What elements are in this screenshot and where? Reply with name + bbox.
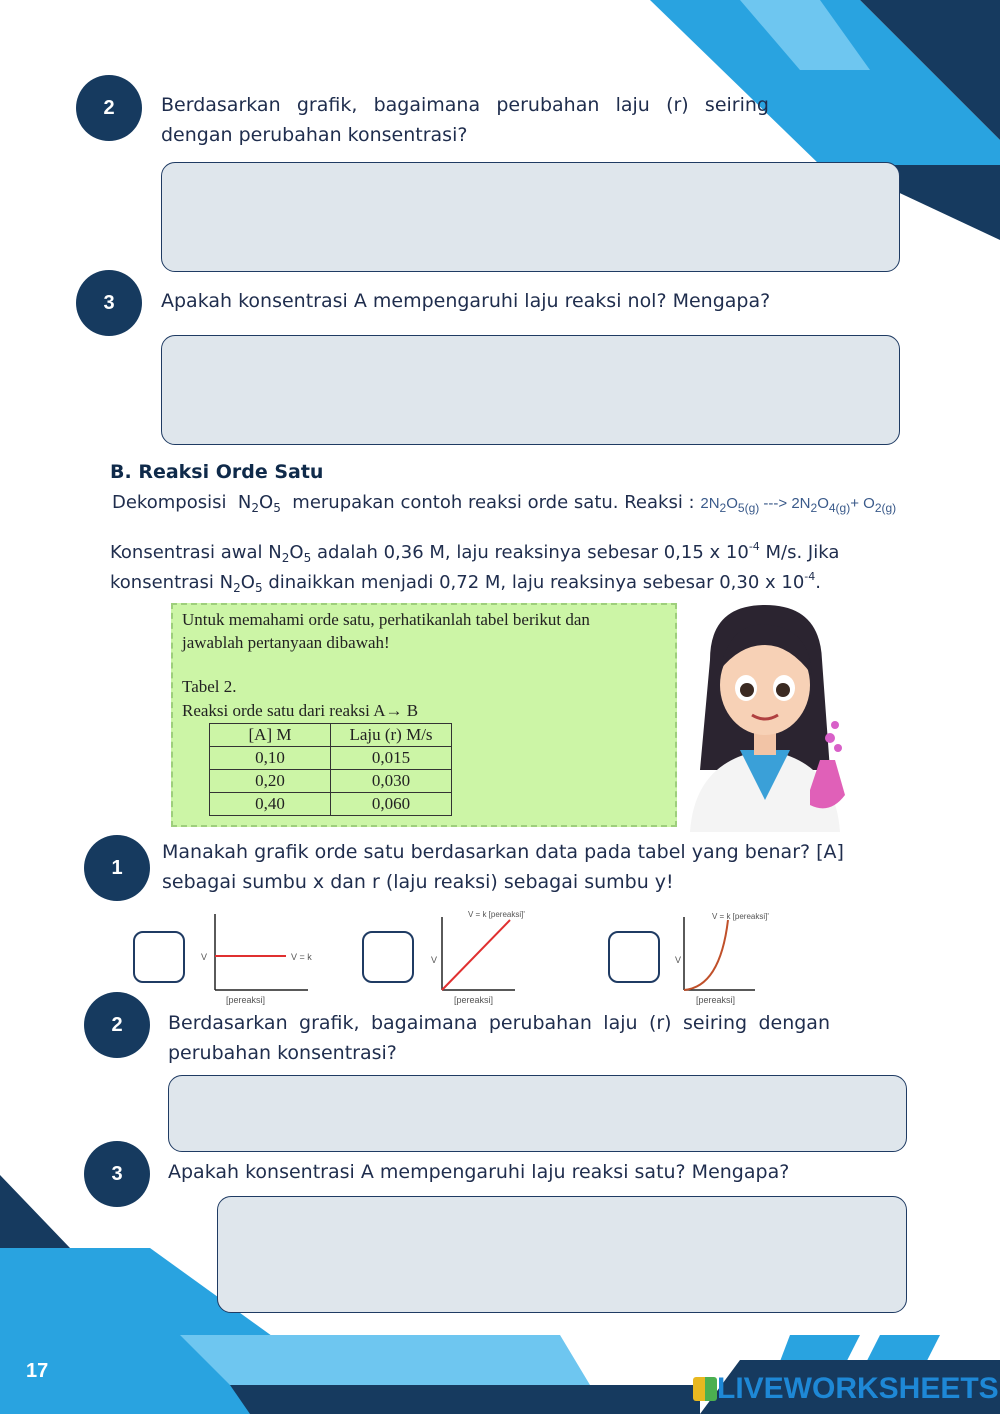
- option-checkbox-3[interactable]: [608, 931, 660, 983]
- y-axis-label: V: [431, 955, 438, 965]
- table-subtitle: Reaksi orde satu dari reaksi A→ B: [182, 701, 419, 720]
- graph-option-constant: [198, 908, 333, 1008]
- scientist-illustration: [670, 600, 870, 832]
- table-header: [A] M: [210, 724, 331, 747]
- question-number-badge: [76, 270, 142, 336]
- x-axis-label: [pereaksi]: [696, 995, 736, 1005]
- table-cell: 0,060: [331, 793, 452, 816]
- table-row: [210, 793, 452, 816]
- data-table: [209, 723, 452, 816]
- question-number: 3: [103, 291, 115, 314]
- liveworksheets-watermark: [693, 1372, 999, 1406]
- intro-pre: Dekomposisi: [112, 492, 227, 513]
- info-box: [171, 603, 677, 827]
- answer-box[interactable]: [168, 1075, 907, 1152]
- curve-label: V = k [pereaksi]': [468, 910, 525, 919]
- question-text: Berdasarkan grafik, bagaimana perubahan laju (r) seiring dengan perubahan konsentrasi?: [168, 1012, 830, 1064]
- para2-mid: dinaikkan menjadi 0,72 M, laju reaksinya sebesar 0,30 x 10: [268, 572, 805, 593]
- answer-input[interactable]: [162, 336, 899, 444]
- page-number: 17: [26, 1360, 49, 1382]
- para2-pre: konsentrasi: [110, 572, 214, 593]
- x-axis-label: [pereaksi]: [454, 995, 494, 1005]
- curve-label: V = k [pereaksi]': [712, 912, 769, 921]
- question-number-badge: [84, 835, 150, 901]
- intro-post: merupakan contoh reaksi orde satu. Reaksi :: [292, 492, 695, 513]
- answer-input[interactable]: [169, 1076, 906, 1151]
- answer-box[interactable]: [217, 1196, 907, 1313]
- para1-pre: Konsentrasi awal: [110, 542, 263, 563]
- table-cell: 0,015: [331, 747, 452, 770]
- liveworksheets-logo-icon: [693, 1377, 717, 1401]
- question-number-badge: [84, 1141, 150, 1207]
- info-line-2: jawablah pertanyaan dibawah!: [182, 633, 390, 652]
- reaction-arrow: --->: [763, 495, 788, 512]
- question-number: 3: [111, 1162, 123, 1185]
- question-number: 2: [103, 96, 115, 119]
- paragraph-line-1: Konsentrasi awal $N_2O_5$ adalah 0,36 M, laju reaksinya sebesar 0,15 x $10^{-4}$ M/s. Jika: [110, 540, 840, 565]
- y-axis-label: V: [201, 952, 208, 962]
- table-cell: 0,10: [210, 747, 331, 770]
- answer-box[interactable]: [161, 335, 900, 445]
- info-line-1: Untuk memahami orde satu, perhatikanlah tabel berikut dan: [182, 610, 590, 629]
- table-cell: 0,40: [210, 793, 331, 816]
- section-title: B. Reaksi Orde Satu: [110, 461, 324, 483]
- table-title: Tabel 2.: [182, 677, 237, 696]
- answer-input[interactable]: [218, 1197, 906, 1312]
- para2-post: .: [815, 572, 821, 593]
- question-number: 2: [111, 1013, 123, 1036]
- graph-option-linear: [425, 905, 560, 1005]
- graph-option-exponential: [670, 905, 800, 1005]
- curve-label: V = k: [291, 952, 312, 962]
- table-cell: 0,20: [210, 770, 331, 793]
- question-text: Manakah grafik orde satu berdasarkan data pada tabel yang benar? [A] sebagai sumbu x dan r (laju reaksi) sebagai sumbu y!: [162, 841, 844, 893]
- watermark-text: LIVEWORKSHEETS: [717, 1372, 999, 1405]
- reaction-equation: $2N_2O_{5(g)}$ ---> $2N_2O_{4(g)}+ O_{2(g)}$: [700, 495, 897, 515]
- table-row: [210, 747, 452, 770]
- question-number: 1: [111, 856, 123, 879]
- para1-post: M/s. Jika: [765, 542, 840, 563]
- table-header-row: [210, 724, 452, 747]
- question-number-badge: [76, 75, 142, 141]
- para2-exponent: -4: [804, 570, 816, 583]
- question-number-badge: [84, 992, 150, 1058]
- table-header: Laju (r) M/s: [331, 724, 452, 747]
- para1-mid: adalah 0,36 M, laju reaksinya sebesar 0,15 x 10: [316, 542, 749, 563]
- table-row: [210, 770, 452, 793]
- question-text: Apakah konsentrasi A mempengaruhi laju reaksi satu? Mengapa?: [168, 1161, 790, 1183]
- option-checkbox-2[interactable]: [362, 931, 414, 983]
- question-text: Apakah konsentrasi A mempengaruhi laju reaksi nol? Mengapa?: [161, 290, 771, 312]
- option-checkbox-1[interactable]: [133, 931, 185, 983]
- question-text: Berdasarkan grafik, bagaimana perubahan laju (r) seiring dengan perubahan konsentrasi?: [161, 94, 769, 146]
- paragraph-line-2: konsentrasi $N_2O_5$ dinaikkan menjadi 0,72 M, laju reaksinya sebesar 0,30 x $10^{-4}$.: [110, 570, 821, 595]
- y-axis-label: V: [675, 955, 682, 965]
- intro-text: Dekomposisi $N_2O_5$ merupakan contoh reaksi orde satu. Reaksi : $2N_2O_{5(g)}$ ---> $2N_2O_{4(g)}+ O_{2(g)}$: [112, 492, 897, 515]
- answer-box[interactable]: [161, 162, 900, 272]
- table-cell: 0,030: [331, 770, 452, 793]
- x-axis-label: [pereaksi]: [226, 995, 266, 1005]
- para1-exponent: -4: [748, 540, 760, 553]
- answer-input[interactable]: [162, 163, 899, 271]
